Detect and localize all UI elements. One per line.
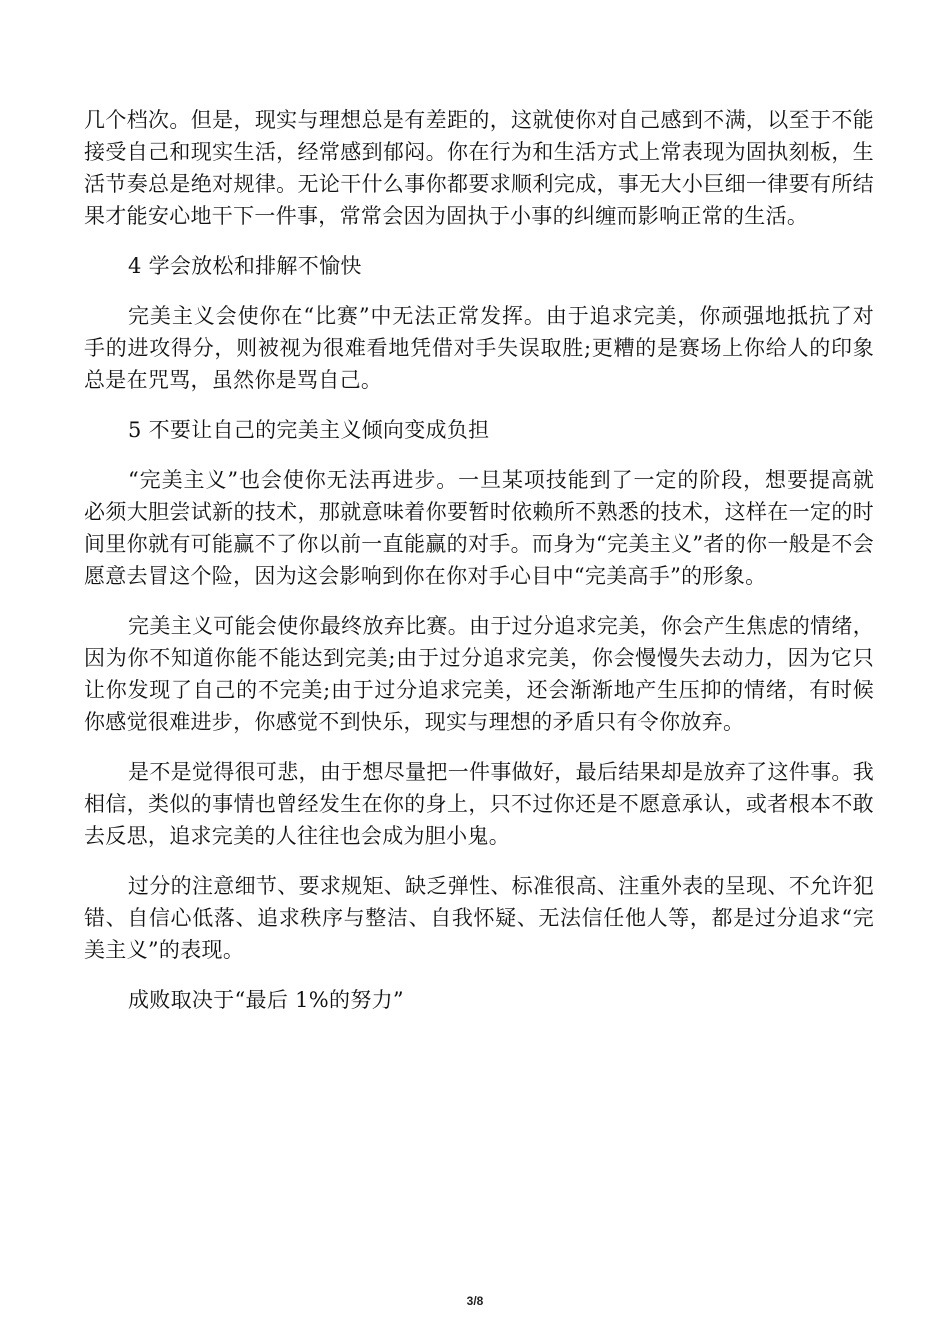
page-number: 3/8: [466, 1294, 484, 1308]
paragraph: “完美主义”也会使你无法再进步。一旦某项技能到了一定的阶段，想要提高就必须大胆尝试新的技术，那就意味着你要暂时依赖所不熟悉的技术，这样在一定的时间里你就有可能赢不了你以前一直能赢的对手。而身为“完美主义”者的你一般是不会愿意去冒这个险，因为这会影响到你在你对手心目中“完美高手”的形象。: [84, 468, 874, 588]
section-heading-5: 5 不要让自己的完美主义倾向变成负担: [128, 418, 490, 442]
paragraph: 是不是觉得很可悲，由于想尽量把一件事做好，最后结果却是放弃了这件事。我相信，类似的事情也曾经发生在你的身上，只不过你还是不愿意承认，或者根本不敢去反思，追求完美的人往往也会成为胆小鬼。: [84, 760, 874, 848]
document-body: [84, 104, 874, 1034]
section-heading-4: 4 学会放松和排解不愉快: [128, 254, 362, 278]
paragraph: 完美主义可能会使你最终放弃比赛。由于过分追求完美，你会产生焦虑的情绪，因为你不知道你能不能达到完美;由于过分追求完美，你会慢慢失去动力，因为它只让你发现了自己的不完美;由于过分追求完美，还会渐渐地产生压抑的情绪，有时候你感觉很难进步，你感觉不到快乐，现实与理想的矛盾只有令你放弃。: [84, 614, 874, 734]
paragraph-continuation: 几个档次。但是，现实与理想总是有差距的，这就使你对自己感到不满，以至于不能接受自己和现实生活，经常感到郁闷。你在行为和生活方式上常表现为固执刻板，生活节奏总是绝对规律。无论干什么事你都要求顺利完成，事无大小巨细一律要有所结果才能安心地干下一件事，常常会因为固执于小事的纠缠而影响正常的生活。: [84, 108, 874, 228]
paragraph: 过分的注意细节、要求规矩、缺乏弹性、标准很高、注重外表的呈现、不允许犯错、自信心低落、追求秩序与整洁、自我怀疑、无法信任他人等，都是过分追求“完美主义”的表现。: [84, 874, 874, 962]
paragraph: 完美主义会使你在“比赛”中无法正常发挥。由于追求完美，你顽强地抵抗了对手的进攻得分，则被视为很难看地凭借对手失误取胜;更糟的是赛场上你给人的印象总是在咒骂，虽然你是骂自己。: [84, 304, 874, 392]
paragraph-closing-line: 成败取决于“最后 1%的努力”: [128, 988, 404, 1012]
